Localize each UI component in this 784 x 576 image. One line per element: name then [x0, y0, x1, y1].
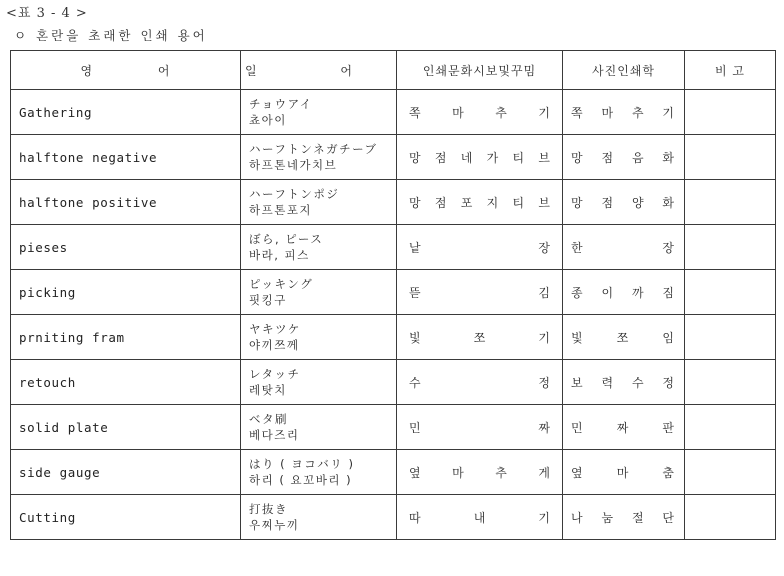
japanese-kana: ピッキング	[249, 277, 314, 291]
japanese-term	[241, 180, 397, 225]
japanese-kana: チョウアイ	[249, 97, 313, 111]
syllable: 장	[538, 240, 550, 255]
syllable: 짐	[662, 285, 674, 300]
note-cell	[685, 270, 776, 315]
syllable: 한	[571, 240, 583, 255]
japanese-reading: 쵸아이	[249, 113, 287, 127]
table-row	[11, 405, 776, 450]
header-japanese-label: 일 어	[245, 63, 392, 78]
table-row	[11, 450, 776, 495]
syllable: 옆	[409, 465, 421, 480]
note-cell	[685, 135, 776, 180]
japanese-term	[241, 495, 397, 540]
print-culture-term-syllables	[397, 329, 562, 346]
syllable: 이	[601, 285, 614, 300]
syllable: 기	[538, 330, 550, 345]
syllable: 점	[601, 150, 614, 165]
header-photo-printing: 사진인쇄학	[563, 51, 685, 90]
syllable: 절	[631, 510, 644, 525]
photo-printing-term-syllables	[563, 419, 684, 436]
syllable: 망	[571, 150, 583, 165]
table-label: <표 3 - 4 >	[6, 6, 88, 21]
print-culture-term	[397, 90, 563, 135]
terms-table	[10, 50, 776, 540]
japanese-kana: 打抜き	[249, 502, 288, 516]
table-row	[11, 180, 776, 225]
syllable: 김	[538, 285, 550, 300]
syllable: 음	[631, 150, 644, 165]
japanese-kana: ハーフトンネガチーブ	[249, 142, 378, 156]
syllable: 기	[538, 105, 550, 120]
english-term: Cutting	[11, 495, 241, 540]
photo-printing-term	[563, 315, 685, 360]
photo-printing-term-syllables	[563, 329, 684, 346]
syllable: 력	[601, 375, 614, 390]
syllable: 지	[486, 195, 499, 210]
japanese-reading: 하프톤포지	[249, 203, 313, 217]
syllable: 브	[538, 150, 550, 165]
table-row	[11, 90, 776, 135]
photo-printing-term	[563, 495, 685, 540]
table-row	[11, 225, 776, 270]
photo-printing-term-syllables	[563, 374, 684, 391]
syllable: 쪽	[409, 105, 421, 120]
print-culture-term	[397, 180, 563, 225]
japanese-reading: 베다즈리	[249, 428, 300, 442]
photo-printing-term	[563, 180, 685, 225]
print-culture-term-syllables	[397, 464, 562, 481]
syllable: 내	[473, 510, 486, 525]
syllable: 정	[662, 375, 674, 390]
table-row	[11, 360, 776, 405]
print-culture-term-syllables	[397, 509, 562, 526]
print-culture-term-syllables	[397, 374, 562, 391]
syllable: 보	[571, 375, 583, 390]
table-body	[11, 90, 776, 540]
syllable: 티	[512, 150, 525, 165]
japanese-term	[241, 135, 397, 180]
syllable: 단	[662, 510, 674, 525]
syllable: 브	[538, 195, 550, 210]
print-culture-term	[397, 225, 563, 270]
photo-printing-term	[563, 450, 685, 495]
syllable: 화	[662, 150, 674, 165]
print-culture-term-syllables	[397, 284, 562, 301]
japanese-kana: はり ( ヨコバリ )	[249, 457, 355, 471]
print-culture-term-syllables	[397, 149, 562, 166]
print-culture-term	[397, 495, 563, 540]
japanese-kana: ハーフトンポジ	[249, 187, 340, 201]
print-culture-term-syllables	[397, 239, 562, 256]
syllable: 망	[409, 195, 421, 210]
header-japanese	[241, 51, 397, 90]
japanese-term	[241, 270, 397, 315]
syllable: 빛	[571, 330, 583, 345]
syllable: 마	[601, 105, 614, 120]
photo-printing-term-syllables	[563, 194, 684, 211]
syllable: 기	[538, 510, 550, 525]
print-culture-term	[397, 270, 563, 315]
japanese-reading: 우찌누끼	[249, 518, 300, 532]
syllable: 나	[571, 510, 583, 525]
japanese-kana: ヤキツケ	[249, 322, 301, 336]
note-cell	[685, 90, 776, 135]
syllable: 수	[631, 375, 644, 390]
photo-printing-term-syllables	[563, 104, 684, 121]
japanese-term	[241, 405, 397, 450]
japanese-kana: レタッチ	[249, 367, 301, 381]
syllable: 점	[434, 150, 447, 165]
syllable: 쪽	[571, 105, 583, 120]
syllable: 점	[601, 195, 614, 210]
japanese-reading: 야끼쯔께	[249, 338, 300, 352]
syllable: 정	[538, 375, 550, 390]
note-cell	[685, 405, 776, 450]
note-cell	[685, 315, 776, 360]
syllable: 눔	[601, 510, 614, 525]
photo-printing-term-syllables	[563, 509, 684, 526]
japanese-term	[241, 90, 397, 135]
photo-printing-term	[563, 360, 685, 405]
japanese-reading: 바라, 피스	[249, 248, 310, 262]
print-culture-term	[397, 405, 563, 450]
syllable: 옆	[571, 465, 583, 480]
syllable: 민	[409, 420, 421, 435]
photo-printing-term	[563, 270, 685, 315]
japanese-term	[241, 450, 397, 495]
header-english: 영 어	[11, 51, 241, 90]
japanese-term	[241, 315, 397, 360]
syllable: 임	[662, 330, 674, 345]
syllable: 게	[538, 465, 550, 480]
syllable: 추	[495, 105, 507, 120]
syllable: 뜯	[409, 285, 421, 300]
print-culture-term	[397, 135, 563, 180]
syllable: 티	[512, 195, 525, 210]
syllable: 점	[434, 195, 447, 210]
syllable: 빛	[409, 330, 421, 345]
note-cell	[685, 225, 776, 270]
english-term: retouch	[11, 360, 241, 405]
syllable: 기	[662, 105, 674, 120]
header-note: 비 고	[685, 51, 776, 90]
syllable: 낱	[409, 240, 421, 255]
table-row	[11, 270, 776, 315]
note-cell	[685, 495, 776, 540]
syllable: 망	[571, 195, 583, 210]
syllable: 쪼	[616, 330, 629, 345]
photo-printing-term-syllables	[563, 149, 684, 166]
header-print-culture: 인쇄문화시보및꾸밈	[397, 51, 563, 90]
print-culture-term-syllables	[397, 194, 562, 211]
syllable: 포	[460, 195, 473, 210]
syllable: 마	[452, 105, 464, 120]
english-term: solid plate	[11, 405, 241, 450]
syllable: 추	[631, 105, 644, 120]
print-culture-term-syllables	[397, 419, 562, 436]
table-row	[11, 135, 776, 180]
english-term: halftone positive	[11, 180, 241, 225]
syllable: 판	[662, 420, 674, 435]
syllable: 춤	[662, 465, 674, 480]
japanese-kana: ベタ刷	[249, 412, 288, 426]
syllable: 쪼	[473, 330, 486, 345]
note-cell	[685, 180, 776, 225]
syllable: 가	[486, 150, 499, 165]
japanese-term	[241, 225, 397, 270]
photo-printing-term	[563, 90, 685, 135]
section-heading: ㅇ 혼란을 초래한 인쇄 용어	[14, 28, 208, 43]
syllable: 마	[616, 465, 629, 480]
syllable: 짜	[616, 420, 629, 435]
syllable: 마	[452, 465, 464, 480]
syllable: 따	[409, 510, 421, 525]
syllable: 양	[631, 195, 644, 210]
photo-printing-term-syllables	[563, 284, 684, 301]
photo-printing-term	[563, 225, 685, 270]
photo-printing-term-syllables	[563, 239, 684, 256]
japanese-reading: 레탓치	[249, 383, 287, 397]
note-cell	[685, 450, 776, 495]
english-term: Gathering	[11, 90, 241, 135]
syllable: 민	[571, 420, 583, 435]
header-row	[11, 51, 776, 90]
syllable: 짜	[538, 420, 550, 435]
japanese-reading: 하프톤네가치브	[249, 158, 338, 172]
table-row	[11, 315, 776, 360]
syllable: 장	[662, 240, 674, 255]
print-culture-term	[397, 315, 563, 360]
english-term: halftone negative	[11, 135, 241, 180]
english-term: prniting fram	[11, 315, 241, 360]
print-culture-term-syllables	[397, 104, 562, 121]
syllable: 네	[460, 150, 473, 165]
syllable: 추	[495, 465, 507, 480]
japanese-kana: ぼら, ピース	[249, 232, 324, 246]
print-culture-term	[397, 450, 563, 495]
syllable: 수	[409, 375, 421, 390]
print-culture-term	[397, 360, 563, 405]
photo-printing-term	[563, 135, 685, 180]
japanese-reading: 핏킹구	[249, 293, 287, 307]
photo-printing-term	[563, 405, 685, 450]
note-cell	[685, 360, 776, 405]
syllable: 망	[409, 150, 421, 165]
syllable: 종	[571, 285, 583, 300]
english-term: picking	[11, 270, 241, 315]
photo-printing-term-syllables	[563, 464, 684, 481]
japanese-reading: 하리 ( 요꼬바리 )	[249, 473, 353, 487]
syllable: 화	[662, 195, 674, 210]
english-term: side gauge	[11, 450, 241, 495]
table-row	[11, 495, 776, 540]
english-term: pieses	[11, 225, 241, 270]
syllable: 까	[631, 285, 644, 300]
japanese-term	[241, 360, 397, 405]
